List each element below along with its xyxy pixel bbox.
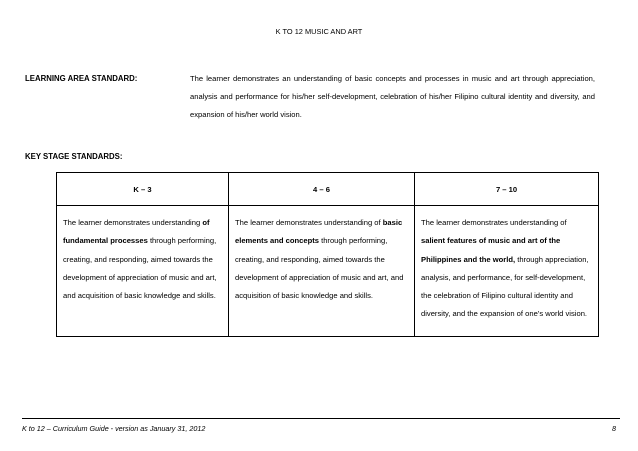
footer-divider xyxy=(22,418,620,419)
standard-cell-4-6 xyxy=(229,206,415,337)
table-row xyxy=(57,206,599,337)
key-stage-standards-label: KEY STAGE STANDARDS: xyxy=(25,152,123,161)
learning-area-standard-label: LEARNING AREA STANDARD: xyxy=(25,74,138,83)
cell-text: through appreciation, analysis, and performance, for self-development, the celebration of Filipino cultural identity and diversity, and the expansion of one’s world vision. xyxy=(421,254,589,319)
standard-cell-7-10 xyxy=(415,206,599,337)
cell-bold-text: salient features of music and art of the Philippines and the world, xyxy=(421,236,561,264)
learning-area-standard-text: The learner demonstrates an understanding of basic concepts and processes in music and art through appreciation, analysis and performance for his/her self-development, celebration of his/her Filipino cultural identity and diversity, and expansion of his/her world vision. xyxy=(190,74,595,119)
cell-text: through performing, creating, and responding, aimed towards the development of appreciation of music and art, and acquisition of basic knowledge and skills. xyxy=(63,236,217,301)
cell-bold-text: basic elements and concepts xyxy=(235,218,403,246)
standard-cell-k-3 xyxy=(57,206,229,337)
column-header-4-6: 4 – 6 xyxy=(229,173,415,206)
cell-text: The learner demonstrates understanding of xyxy=(235,218,383,227)
key-stage-standards-table xyxy=(56,172,599,337)
cell-text: through performing, creating, and responding, aimed towards the development of appreciation of music and art, and acquisition of basic knowledge and skills. xyxy=(235,236,404,301)
footer-page-number: 8 xyxy=(612,424,616,433)
cell-bold-text: of fundamental processes xyxy=(63,218,210,246)
cell-text: The learner demonstrates understanding xyxy=(63,218,203,227)
page-header-title: K TO 12 MUSIC AND ART xyxy=(275,27,363,36)
table-header-row xyxy=(57,173,599,206)
footer-version-text: K to 12 – Curriculum Guide - version as January 31, 2012 xyxy=(22,424,206,433)
cell-text: The learner demonstrates understanding of xyxy=(421,218,567,227)
column-header-k-3: K – 3 xyxy=(57,173,229,206)
column-header-7-10: 7 – 10 xyxy=(415,173,599,206)
